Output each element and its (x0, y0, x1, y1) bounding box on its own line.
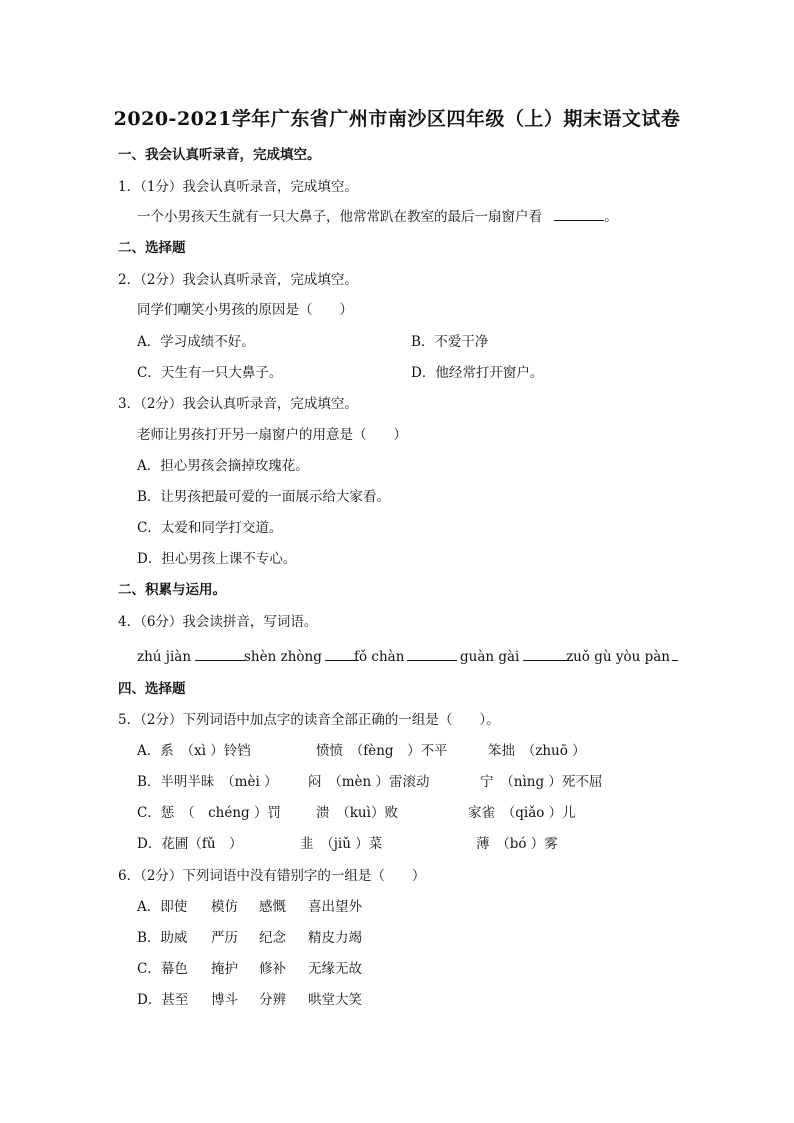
question-6-word: 感慨 (259, 899, 286, 915)
question-5-option-a-word-3: 笨拙 （zhuō ） (488, 743, 586, 759)
question-6-word: 无缘无故 (308, 961, 362, 977)
question-6-word: 模仿 (211, 899, 238, 915)
question-6-word: 纪念 (259, 930, 286, 946)
question-5-option-a-word-2: 愤愤 （fèng ）不平 (316, 743, 448, 759)
pinyin-text: fǒ chàn (354, 649, 405, 665)
pinyin-item-3 (354, 647, 457, 667)
pinyin-text: zhú jiàn (137, 649, 192, 665)
question-6-word: 掩护 (211, 961, 238, 977)
question-4-stem: 4．（6分）我会读拼音，写词语。 (118, 614, 318, 630)
pinyin-item-5 (566, 647, 678, 667)
question-3-option-b[interactable]: B．让男孩把最可爱的一面展示给大家看。 (137, 489, 390, 505)
section-heading-2: 二、选择题 (118, 240, 186, 256)
answer-blank[interactable] (554, 208, 604, 221)
question-5-option-b-word-2: 闷 （mèn ）雷滚动 (308, 774, 430, 790)
question-6-word: 修补 (259, 961, 286, 977)
pinyin-item-4 (460, 647, 573, 667)
question-6-option-a[interactable]: A．即使 (137, 899, 188, 915)
question-5-option-c[interactable]: C．惩 （ chéng ）罚 (137, 805, 281, 821)
answer-blank[interactable] (672, 648, 678, 661)
question-2-option-d[interactable]: D．他经常打开窗户。 (411, 365, 544, 381)
question-3-text: 老师让男孩打开另一扇窗户的用意是（ ） (137, 427, 407, 443)
question-6-option-c[interactable]: C．幕色 (137, 961, 188, 977)
pinyin-text: shèn zhòng (244, 649, 322, 665)
question-6-word: 喜出望外 (308, 899, 362, 915)
question-6-word: 精皮力竭 (308, 930, 362, 946)
question-5-option-b[interactable]: B．半明半昧 （mèi ） (137, 774, 278, 790)
question-3-option-d[interactable]: D．担心男孩上课不专心。 (137, 551, 297, 567)
question-6-word: 严历 (211, 930, 238, 946)
pinyin-item-2 (244, 647, 359, 667)
pinyin-item-1 (137, 647, 245, 667)
answer-blank[interactable] (407, 648, 457, 661)
question-5-option-d-word-2: 韭 （jiǔ ）菜 (300, 836, 383, 852)
question-5-option-c-word-2: 溃 （kuì）败 (316, 805, 398, 821)
question-2-option-c[interactable]: C．天生有一只大鼻子。 (137, 365, 283, 381)
question-2-option-a[interactable]: A．学习成绩不好。 (137, 334, 255, 350)
page-title: 2020-2021学年广东省广州市南沙区四年级（上）期末语文试卷 (113, 108, 681, 130)
section-heading-4: 四、选择题 (118, 681, 186, 697)
question-6-option-d[interactable]: D．甚至 (137, 992, 189, 1008)
section-heading-1: 一、我会认真听录音，完成填空。 (118, 147, 321, 163)
question-5-stem: 5．（2分）下列词语中加点字的读音全部正确的一组是（ ）。 (118, 712, 500, 728)
question-3-option-a[interactable]: A．担心男孩会摘掉玫瑰花。 (137, 458, 309, 474)
question-1-text (137, 207, 618, 227)
answer-blank[interactable] (195, 648, 245, 661)
question-5-option-d[interactable]: D．花圃（fǔ ） (137, 836, 243, 852)
question-3-option-c[interactable]: C．太爱和同学打交道。 (137, 520, 283, 536)
section-heading-3: 二、积累与运用。 (118, 582, 226, 598)
question-5-option-c-word-3: 家雀 （qiǎo ）儿 (468, 805, 576, 821)
pinyin-text: guàn gài (460, 649, 520, 665)
question-6-option-b[interactable]: B．助威 (137, 930, 188, 946)
question-2-stem: 2．（2分）我会认真听录音，完成填空。 (118, 272, 358, 288)
question-6-word: 哄堂大笑 (308, 992, 362, 1008)
question-6-word: 分辨 (259, 992, 286, 1008)
question-1-end: 。 (604, 209, 618, 225)
question-3-stem: 3．（2分）我会认真听录音，完成填空。 (118, 396, 358, 412)
question-5-option-b-word-3: 宁 （nìng ）死不屈 (480, 774, 603, 790)
question-1-stem: 1．（1分）我会认真听录音，完成填空。 (118, 179, 358, 195)
question-6-word: 博斗 (211, 992, 238, 1008)
question-5-option-d-word-3: 薄 （bó ）雾 (476, 836, 558, 852)
pinyin-text: zuǒ gù yòu pàn (566, 649, 670, 665)
question-1-sentence: 一个小男孩天生就有一只大鼻子，他常常趴在教室的最后一扇窗户看 (137, 209, 542, 225)
question-2-option-b[interactable]: B．不爱干净 (411, 334, 489, 350)
question-2-text: 同学们嘲笑小男孩的原因是（ ） (137, 302, 353, 318)
question-5-option-a[interactable]: A．系 （xì ）铃铛 (137, 743, 251, 759)
question-6-stem: 6．（2分）下列词语中没有错别字的一组是（ ） (118, 868, 426, 884)
